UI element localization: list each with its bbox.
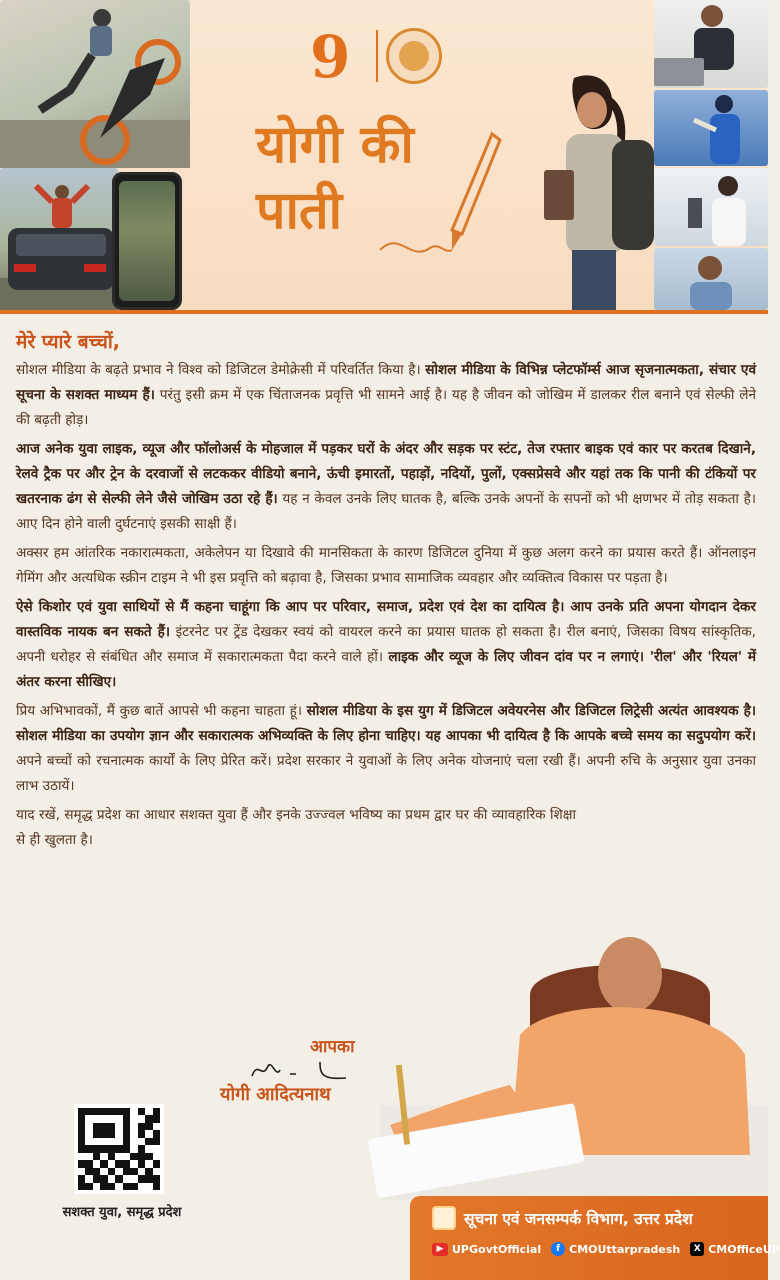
p2-text-b: यह न केवल उनके लिए घातक है, बल्कि उनके अपनों के सपनों को भी क्षणभर में तोड़ सकता है। आए दिन होने वाली दुर्घटनाएं इसकी साक्षी हैं। xyxy=(16,491,756,532)
p6-text: याद रखें, समृद्ध प्रदेश का आधार सशक्त युवा हैं और इनके उज्ज्वल भविष्य का प्रथम द्वार घर की व्यावहारिक शिक्षा से ही खुलता है। xyxy=(16,807,576,848)
salutation: मेरे प्यारे बच्चों, xyxy=(16,331,121,353)
paragraph-4 xyxy=(16,595,756,695)
p1-text-c: परंतु इसी क्रम में एक चिंताजनक प्रवृत्ति भी सामने आई है। यह है जीवन को जोखिम में डालकर रील बनाने एवं सेल्फी लेने की बढ़ती होड़। xyxy=(16,387,756,428)
facebook-handle: CMOUttarpradesh xyxy=(569,1242,681,1256)
p1-text-b: सोशल मीडिया के विभिन्न प्लेटफॉर्म्स आज सृजनात्मकता, संचार एवं सूचना के सशक्त माध्यम हैं। xyxy=(16,362,757,403)
title-line-1: योगी की xyxy=(256,115,414,175)
title-line-2: पाती xyxy=(256,181,343,241)
youtube-link[interactable] xyxy=(432,1243,541,1256)
p5-text-b: सोशल मीडिया के इस युग में डिजिटल अवेयरनेस और डिजिटल लिट्रेसी अत्यंत आवश्यक है। सोशल मीडिया का उपयोग ज्ञान और सकारात्मक अभिव्यक्ति के लिए होना चाहिए। यह आपका भी दायित्व है कि आपके बच्चे समय का सदुपयोग करें। xyxy=(16,703,756,744)
nine-years-logo: 9 xyxy=(310,23,351,91)
department-title xyxy=(432,1206,693,1230)
p1-text-a: सोशल मीडिया के बढ़ते प्रभाव ने विश्व को डिजिटल डेमोक्रेसी में परिवर्तित किया है। xyxy=(16,362,421,378)
department-emblem-icon xyxy=(432,1206,456,1230)
p4-text-c: लाइक और व्यूज के लिए जीवन दांव पर न लगाएं। 'रील' और 'रियल' में अंतर करना सीखिए। xyxy=(16,649,756,690)
phone-screen xyxy=(119,181,175,301)
qr-pattern xyxy=(78,1108,160,1190)
chief-minister-photo xyxy=(380,915,768,1200)
paragraph-2 xyxy=(16,437,756,537)
logo-divider xyxy=(376,30,378,82)
facebook-link[interactable] xyxy=(551,1242,680,1256)
signatory-name: योगी आदित्यनाथ xyxy=(220,1084,331,1105)
phone-reel-photo xyxy=(112,172,182,310)
pen-icon xyxy=(440,130,500,260)
laptop-student-photo xyxy=(654,0,768,88)
p3-text: अक्सर हम आंतरिक नकारात्मकता, अकेलेपन या दिखावे की मानसिकता के कारण डिजिटल दुनिया में कुछ अलग करने का प्रयास करते हैं। ऑनलाइन गेमिंग और अत्यधिक स्क्रीन टाइम ने भी इस प्रवृत्ति को बढ़ावा है, जिसका प्रभाव सामाजिक व्यवहार और व्यक्तित्व विकास पर पड़ता है। xyxy=(16,545,756,586)
p4-text-b: इंटरनेट पर ट्रेंड देखकर स्वयं को वायरल करने का प्रयास घातक हो सकता है। रील बनाएं, जिसका विषय सांस्कृतिक, अपनी धरोहर से संबंधित और समाज में सकारात्मकता पैदा करने वाले हों। xyxy=(16,624,757,665)
closing-text: आपका xyxy=(310,1037,355,1057)
header-divider xyxy=(0,310,768,314)
car-stunt-photo xyxy=(0,168,118,310)
department-name: सूचना एवं जनसम्पर्क विभाग, उत्तर प्रदेश xyxy=(464,1210,693,1228)
footer-band xyxy=(410,1196,780,1280)
signature-block xyxy=(210,1030,400,1110)
p2-text-a: आज अनेक युवा लाइक, व्यूज और फॉलोअर्स के मोहजाल में पड़कर घरों के अंदर और सड़क पर स्टंट, तेज रफ्तार बाइक एवं कार पर करतब दिखाने, रेलवे ट्रैक पर और ट्रेन के दरवाजों से लटककर वीडियो बनाने, ऊंची इमारतों, पहाड़ों, नदियों, पुलों, एक्सप्रेसवे और यहां तक कि पानी की टंकियों पर खतरनाक ढंग से सेल्फी लेने जैसे जोखिम उठा रहे हैं। xyxy=(16,441,756,507)
paragraph-6 xyxy=(16,803,576,853)
logo-area xyxy=(300,22,450,92)
bike-stunt-photo xyxy=(0,0,190,168)
student-girl-figure xyxy=(520,70,660,312)
p5-text-c: अपने बच्चों को रचनात्मक कार्यों के लिए प्रेरित करें। प्रदेश सरकार ने युवाओं के लिए अनेक योजनाएं चला रखी हैं। अपनी रुचि के अनुसार युवा उनका लाभ उठायें। xyxy=(16,753,756,794)
letter-body xyxy=(16,328,756,857)
paragraph-3 xyxy=(16,541,756,591)
slogan: सशक्त युवा, समृद्ध प्रदेश xyxy=(62,1205,182,1220)
x-link[interactable] xyxy=(690,1242,780,1256)
p5-text-a: प्रिय अभिभावकों, मैं कुछ बातें आपसे भी कहना चाहता हूं। xyxy=(16,703,303,719)
youtube-handle: UPGovtOfficial xyxy=(452,1242,542,1256)
header-banner xyxy=(0,0,768,312)
up-government-seal xyxy=(386,28,442,84)
youtube-icon: ▶ xyxy=(432,1243,448,1256)
studying-student-photo xyxy=(654,248,768,310)
cricket-player-photo xyxy=(654,90,768,166)
lab-scientist-photo xyxy=(654,168,768,246)
x-icon: X xyxy=(690,1242,704,1256)
paragraph-5 xyxy=(16,699,756,799)
qr-code[interactable] xyxy=(74,1104,164,1194)
paragraph-1 xyxy=(16,358,756,433)
social-links xyxy=(432,1242,780,1256)
x-handle: CMOfficeUP xyxy=(708,1242,780,1256)
facebook-icon: f xyxy=(551,1242,565,1256)
p4-text-a: ऐसे किशोर एवं युवा साथियों से मैं कहना चाहूंगा कि आप पर परिवार, समाज, प्रदेश एवं देश का दायित्व है। आप उनके प्रति अपना योगदान देकर वास्तविक नायक बन सकते हैं। xyxy=(16,599,756,640)
